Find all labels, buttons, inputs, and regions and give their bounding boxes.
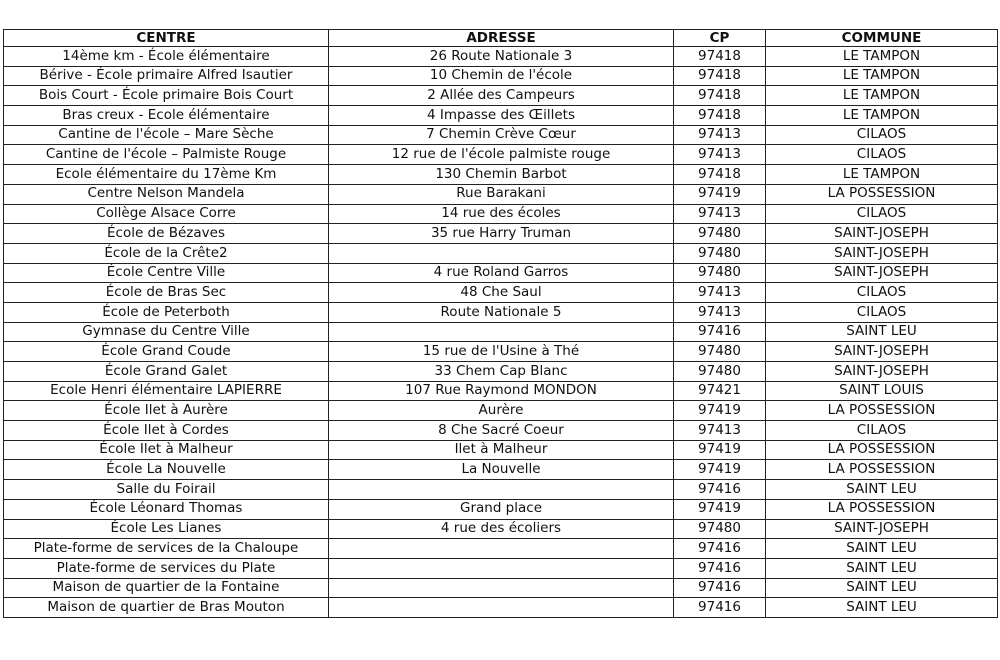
cell-commune: SAINT-JOSEPH xyxy=(766,243,998,263)
cell-adresse: Rue Barakani xyxy=(329,184,674,204)
cell-adresse: 107 Rue Raymond MONDON xyxy=(329,381,674,401)
cell-cp: 97413 xyxy=(674,125,766,145)
cell-adresse xyxy=(329,558,674,578)
cell-commune: CILAOS xyxy=(766,421,998,441)
cell-centre: École de Bézaves xyxy=(4,224,329,244)
cell-cp: 97419 xyxy=(674,401,766,421)
cell-commune: LE TAMPON xyxy=(766,106,998,126)
cell-commune: SAINT-JOSEPH xyxy=(766,342,998,362)
table-row xyxy=(4,302,998,322)
cell-cp: 97416 xyxy=(674,578,766,598)
cell-cp: 97413 xyxy=(674,302,766,322)
cell-adresse xyxy=(329,322,674,342)
cell-commune: SAINT LEU xyxy=(766,322,998,342)
table-row xyxy=(4,86,998,106)
cell-cp: 97419 xyxy=(674,460,766,480)
cell-commune: CILAOS xyxy=(766,125,998,145)
cell-centre: Maison de quartier de la Fontaine xyxy=(4,578,329,598)
cell-commune: LE TAMPON xyxy=(766,165,998,185)
table-row xyxy=(4,362,998,382)
cell-centre: École de Peterboth xyxy=(4,302,329,322)
cell-cp: 97416 xyxy=(674,480,766,500)
cell-commune: SAINT-JOSEPH xyxy=(766,263,998,283)
cell-centre: École Ilet à Cordes xyxy=(4,421,329,441)
cell-adresse: La Nouvelle xyxy=(329,460,674,480)
cell-adresse xyxy=(329,539,674,559)
cell-commune: LA POSSESSION xyxy=(766,401,998,421)
table-row xyxy=(4,243,998,263)
table-row xyxy=(4,598,998,618)
cell-cp: 97480 xyxy=(674,362,766,382)
cell-cp: 97480 xyxy=(674,263,766,283)
cell-centre: Bérive - École primaire Alfred Isautier xyxy=(4,66,329,86)
cell-commune: LE TAMPON xyxy=(766,47,998,67)
cell-centre: École Les Lianes xyxy=(4,519,329,539)
cell-adresse: 26 Route Nationale 3 xyxy=(329,47,674,67)
cell-adresse: 15 rue de l'Usine à Thé xyxy=(329,342,674,362)
cell-adresse xyxy=(329,243,674,263)
centres-table xyxy=(3,29,998,618)
cell-commune: CILAOS xyxy=(766,283,998,303)
cell-cp: 97416 xyxy=(674,322,766,342)
cell-centre: Bois Court - École primaire Bois Court xyxy=(4,86,329,106)
header-row xyxy=(4,30,998,47)
cell-centre: École Centre Ville xyxy=(4,263,329,283)
table-row xyxy=(4,125,998,145)
cell-adresse: 35 rue Harry Truman xyxy=(329,224,674,244)
table-row xyxy=(4,165,998,185)
header-centre: CENTRE xyxy=(4,30,329,47)
cell-adresse: 7 Chemin Crève Cœur xyxy=(329,125,674,145)
cell-commune: LE TAMPON xyxy=(766,86,998,106)
cell-centre: Gymnase du Centre Ville xyxy=(4,322,329,342)
cell-cp: 97416 xyxy=(674,558,766,578)
table-row xyxy=(4,263,998,283)
cell-centre: Plate-forme de services du Plate xyxy=(4,558,329,578)
cell-adresse: 130 Chemin Barbot xyxy=(329,165,674,185)
cell-centre: École de Bras Sec xyxy=(4,283,329,303)
cell-adresse: 4 rue des écoliers xyxy=(329,519,674,539)
cell-adresse: Route Nationale 5 xyxy=(329,302,674,322)
cell-commune: SAINT-JOSEPH xyxy=(766,362,998,382)
table-row xyxy=(4,558,998,578)
cell-centre: Plate-forme de services de la Chaloupe xyxy=(4,539,329,559)
cell-cp: 97413 xyxy=(674,421,766,441)
table-row xyxy=(4,480,998,500)
cell-centre: 14ème km - École élémentaire xyxy=(4,47,329,67)
cell-cp: 97418 xyxy=(674,86,766,106)
cell-centre: Bras creux - Ecole élémentaire xyxy=(4,106,329,126)
cell-adresse: 4 rue Roland Garros xyxy=(329,263,674,283)
table-row xyxy=(4,578,998,598)
table-row xyxy=(4,47,998,67)
cell-centre: École Grand Galet xyxy=(4,362,329,382)
cell-centre: Cantine de l'école – Mare Sèche xyxy=(4,125,329,145)
cell-adresse: 4 Impasse des Œillets xyxy=(329,106,674,126)
cell-commune: SAINT LEU xyxy=(766,578,998,598)
cell-adresse: 33 Chem Cap Blanc xyxy=(329,362,674,382)
cell-commune: SAINT-JOSEPH xyxy=(766,519,998,539)
cell-centre: École Ilet à Malheur xyxy=(4,440,329,460)
cell-commune: LA POSSESSION xyxy=(766,440,998,460)
table-row xyxy=(4,539,998,559)
cell-centre: École de la Crête2 xyxy=(4,243,329,263)
table-row xyxy=(4,145,998,165)
table-row xyxy=(4,460,998,480)
cell-cp: 97419 xyxy=(674,184,766,204)
table-row xyxy=(4,401,998,421)
cell-centre: Ecole Henri élémentaire LAPIERRE xyxy=(4,381,329,401)
cell-adresse xyxy=(329,480,674,500)
cell-cp: 97419 xyxy=(674,440,766,460)
table-row xyxy=(4,322,998,342)
cell-cp: 97416 xyxy=(674,539,766,559)
cell-cp: 97421 xyxy=(674,381,766,401)
cell-adresse: Aurère xyxy=(329,401,674,421)
cell-centre: Maison de quartier de Bras Mouton xyxy=(4,598,329,618)
cell-centre: Cantine de l'école – Palmiste Rouge xyxy=(4,145,329,165)
header-adresse: ADRESSE xyxy=(329,30,674,47)
cell-adresse: 10 Chemin de l'école xyxy=(329,66,674,86)
cell-commune: SAINT-JOSEPH xyxy=(766,224,998,244)
cell-commune: SAINT LOUIS xyxy=(766,381,998,401)
header-cp: CP xyxy=(674,30,766,47)
table-row xyxy=(4,204,998,224)
cell-commune: CILAOS xyxy=(766,302,998,322)
table-row xyxy=(4,283,998,303)
cell-centre: École La Nouvelle xyxy=(4,460,329,480)
table-row xyxy=(4,106,998,126)
cell-commune: LA POSSESSION xyxy=(766,499,998,519)
cell-cp: 97418 xyxy=(674,106,766,126)
cell-cp: 97418 xyxy=(674,66,766,86)
cell-commune: SAINT LEU xyxy=(766,480,998,500)
cell-commune: CILAOS xyxy=(766,145,998,165)
cell-cp: 97416 xyxy=(674,598,766,618)
cell-adresse: Ilet à Malheur xyxy=(329,440,674,460)
cell-adresse xyxy=(329,598,674,618)
cell-commune: LA POSSESSION xyxy=(766,184,998,204)
cell-cp: 97480 xyxy=(674,243,766,263)
table-row xyxy=(4,224,998,244)
table-row xyxy=(4,440,998,460)
cell-centre: École Ilet à Aurère xyxy=(4,401,329,421)
cell-adresse xyxy=(329,578,674,598)
cell-adresse: 8 Che Sacré Coeur xyxy=(329,421,674,441)
cell-cp: 97419 xyxy=(674,499,766,519)
cell-commune: LE TAMPON xyxy=(766,66,998,86)
cell-commune: SAINT LEU xyxy=(766,598,998,618)
table-row xyxy=(4,342,998,362)
cell-adresse: 14 rue des écoles xyxy=(329,204,674,224)
cell-cp: 97413 xyxy=(674,283,766,303)
cell-adresse: 12 rue de l'école palmiste rouge xyxy=(329,145,674,165)
table-row xyxy=(4,421,998,441)
cell-commune: SAINT LEU xyxy=(766,558,998,578)
cell-cp: 97480 xyxy=(674,342,766,362)
cell-centre: Centre Nelson Mandela xyxy=(4,184,329,204)
cell-centre: Salle du Foirail xyxy=(4,480,329,500)
cell-commune: SAINT LEU xyxy=(766,539,998,559)
cell-centre: École Léonard Thomas xyxy=(4,499,329,519)
cell-centre: Ecole élémentaire du 17ème Km xyxy=(4,165,329,185)
cell-centre: École Grand Coude xyxy=(4,342,329,362)
cell-cp: 97413 xyxy=(674,145,766,165)
table-row xyxy=(4,381,998,401)
table-row xyxy=(4,184,998,204)
table-row xyxy=(4,519,998,539)
cell-cp: 97480 xyxy=(674,519,766,539)
cell-cp: 97418 xyxy=(674,47,766,67)
table-row xyxy=(4,499,998,519)
cell-cp: 97480 xyxy=(674,224,766,244)
cell-adresse: Grand place xyxy=(329,499,674,519)
cell-cp: 97418 xyxy=(674,165,766,185)
table-body xyxy=(4,47,998,618)
cell-commune: CILAOS xyxy=(766,204,998,224)
cell-adresse: 2 Allée des Campeurs xyxy=(329,86,674,106)
header-commune: COMMUNE xyxy=(766,30,998,47)
table-row xyxy=(4,66,998,86)
cell-cp: 97413 xyxy=(674,204,766,224)
cell-adresse: 48 Che Saul xyxy=(329,283,674,303)
cell-commune: LA POSSESSION xyxy=(766,460,998,480)
cell-centre: Collège Alsace Corre xyxy=(4,204,329,224)
